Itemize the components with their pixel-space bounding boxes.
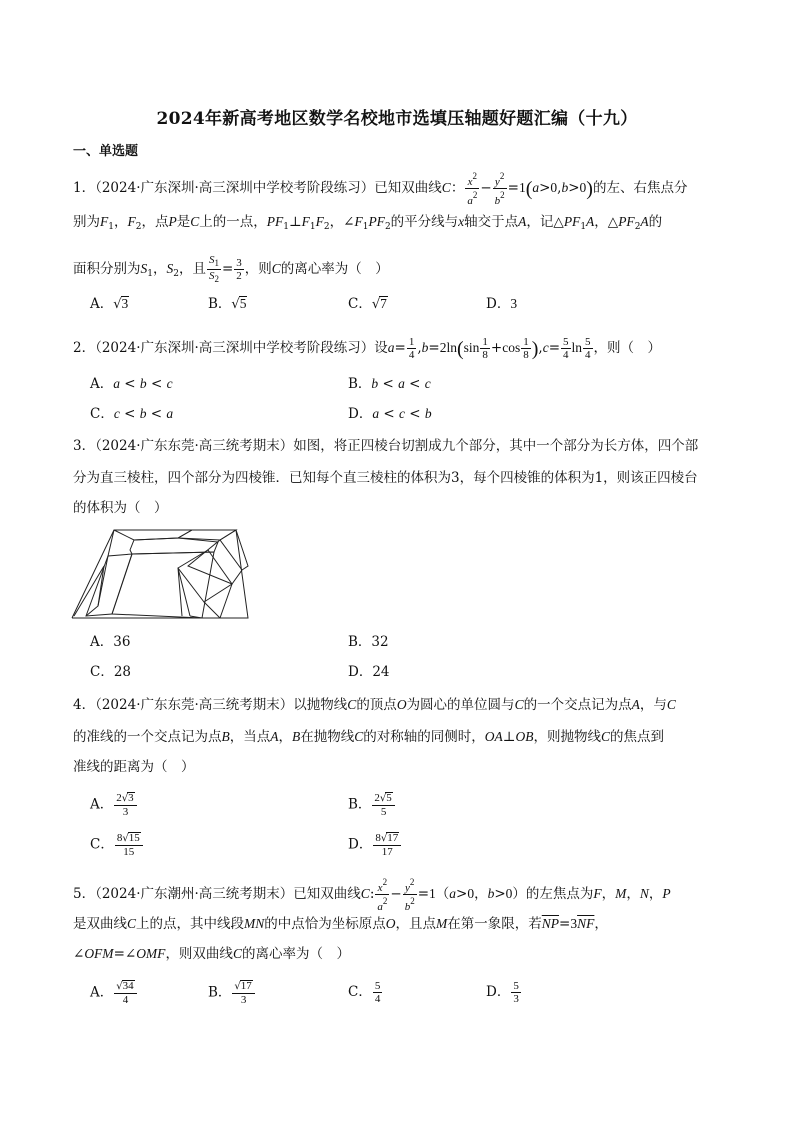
question-5-option-d[interactable]: D． $\frac{5}{3}$ bbox=[486, 980, 519, 1005]
page-title: 2024年新高考地区数学名校地市选填压轴题好题汇编（十九） bbox=[156, 109, 638, 129]
question-1-number: 1． bbox=[73, 180, 96, 196]
question-3-line-1: 3．（2024·广东东莞·高三统考期末）如图，将正四棱台切割成九个部分，其中一个部分为长方体，四个部 bbox=[73, 438, 699, 454]
question-4-option-a[interactable]: A． $\frac{2√3}{3}$ bbox=[90, 792, 138, 818]
question-3-line-2: 分为直三棱柱，四个部分为四棱锥．已知每个直三棱柱的体积为3，每个四棱锥的体积为1，则该正四棱台 bbox=[73, 470, 698, 486]
question-2-option-d[interactable]: D．a < c < b bbox=[348, 406, 432, 422]
question-2-line-1: 2．（2024·广东深圳·高三深圳中学校考阶段练习）设a= $\frac{1}{4}$ ,b=2ln(sin $\frac{1}{8}$ +cos $\frac{1}{8}$ ),c= $\frac{5}{4}$ ln $\frac{5}{4}$ ，则（ ） bbox=[73, 336, 662, 361]
question-1-source: （2024·广东深圳·高三深圳中学校考阶段练习） bbox=[95, 180, 375, 196]
section-heading: 一、单选题 bbox=[73, 144, 139, 159]
question-4-source: （2024·广东东莞·高三统考期末） bbox=[95, 697, 294, 713]
question-1-line-3: 面积分别为$S_1$，$S_2$，且 $\frac{S_1}{S_2}$ = $\frac{3}{2}$ ，则C的离心率为（ ） bbox=[73, 254, 389, 284]
question-2-option-b[interactable]: B．b < a < c bbox=[348, 376, 431, 392]
question-5-option-a[interactable]: A． $\frac{√34}{4}$ bbox=[90, 980, 138, 1006]
question-4-number: 4． bbox=[73, 697, 96, 713]
question-3-option-b[interactable]: B．32 bbox=[348, 634, 389, 650]
question-4-line-3: 准线的距离为（ ） bbox=[73, 759, 195, 775]
question-5-option-c[interactable]: C． $\frac{5}{4}$ bbox=[348, 980, 381, 1005]
question-4-line-1: 4．（2024·广东东莞·高三统考期末）以抛物线C的顶点O为圆心的单位圆与C的一个交点记为点A，与C bbox=[73, 697, 676, 713]
question-5-number: 5． bbox=[73, 886, 96, 902]
question-2-option-a[interactable]: A．a < b < c bbox=[90, 376, 173, 392]
question-4-line-2: 的准线的一个交点记为点B，当点A，B在抛物线C的对称轴的同侧时，OA⊥OB，则抛物线C的焦点到 bbox=[73, 729, 664, 745]
question-4-option-c[interactable]: C． $\frac{8√15}{15}$ bbox=[90, 832, 144, 858]
question-1-option-d[interactable]: D．3 bbox=[486, 296, 518, 312]
question-5-option-b[interactable]: B． $\frac{√17}{3}$ bbox=[208, 980, 256, 1006]
question-1-option-a[interactable]: A．√3 bbox=[90, 296, 129, 312]
question-2-source: （2024·广东深圳·高三深圳中学校考阶段练习） bbox=[95, 340, 375, 356]
question-4-option-d[interactable]: D． $\frac{8√17}{17}$ bbox=[348, 832, 402, 858]
question-4-option-b[interactable]: B． $\frac{2√5}{5}$ bbox=[348, 792, 396, 818]
question-2-option-c[interactable]: C．c < b < a bbox=[90, 406, 174, 422]
question-5-line-3: ∠OFM=∠OMF，则双曲线C的离心率为（ ） bbox=[73, 946, 350, 962]
question-2-number: 2． bbox=[73, 340, 96, 356]
question-1-option-c[interactable]: C．√7 bbox=[348, 296, 387, 312]
question-5-line-2: 是双曲线C上的点，其中线段MN的中点恰为坐标原点O，且点M在第一象限，若$\overline{NP}=3\overline{NF}$， bbox=[73, 916, 608, 932]
question-3-option-d[interactable]: D．24 bbox=[348, 664, 390, 680]
question-1-line-2: 别为$F_1$，$F_2$，点P是C上的一点，$PF_1\perp F_1F_2$，$\angle F_1PF_2$的平分线与x轴交于点A，记$\triangle PF_1A$，$\triangle PF_2A$的 bbox=[73, 214, 663, 232]
frustum-dissection-figure bbox=[70, 526, 250, 622]
question-3-source: （2024·广东东莞·高三统考期末） bbox=[95, 438, 294, 454]
question-3-option-c[interactable]: C．28 bbox=[90, 664, 132, 680]
question-5-line-1: 5．（2024·广东潮州·高三统考期末）已知双曲线C: $\frac{x^2}{a^2}$ − $\frac{y^2}{b^2}$ =1（a>0，b>0）的左焦点为F，M，N，P bbox=[73, 877, 671, 913]
question-5-source: （2024·广东潮州·高三统考期末） bbox=[95, 886, 294, 902]
question-3-number: 3． bbox=[73, 438, 96, 454]
question-3-line-3: 的体积为（ ） bbox=[73, 500, 168, 516]
question-1-line-1: 1．（2024·广东深圳·高三深圳中学校考阶段练习）已知双曲线C： $\frac{x^2}{a^2}$ − $\frac{y^2}{b^2}$ =1(a>0,b>0)的左、右焦点分 bbox=[73, 171, 688, 207]
question-3-option-a[interactable]: A．36 bbox=[90, 634, 131, 650]
question-1-option-b[interactable]: B．√5 bbox=[208, 296, 247, 312]
